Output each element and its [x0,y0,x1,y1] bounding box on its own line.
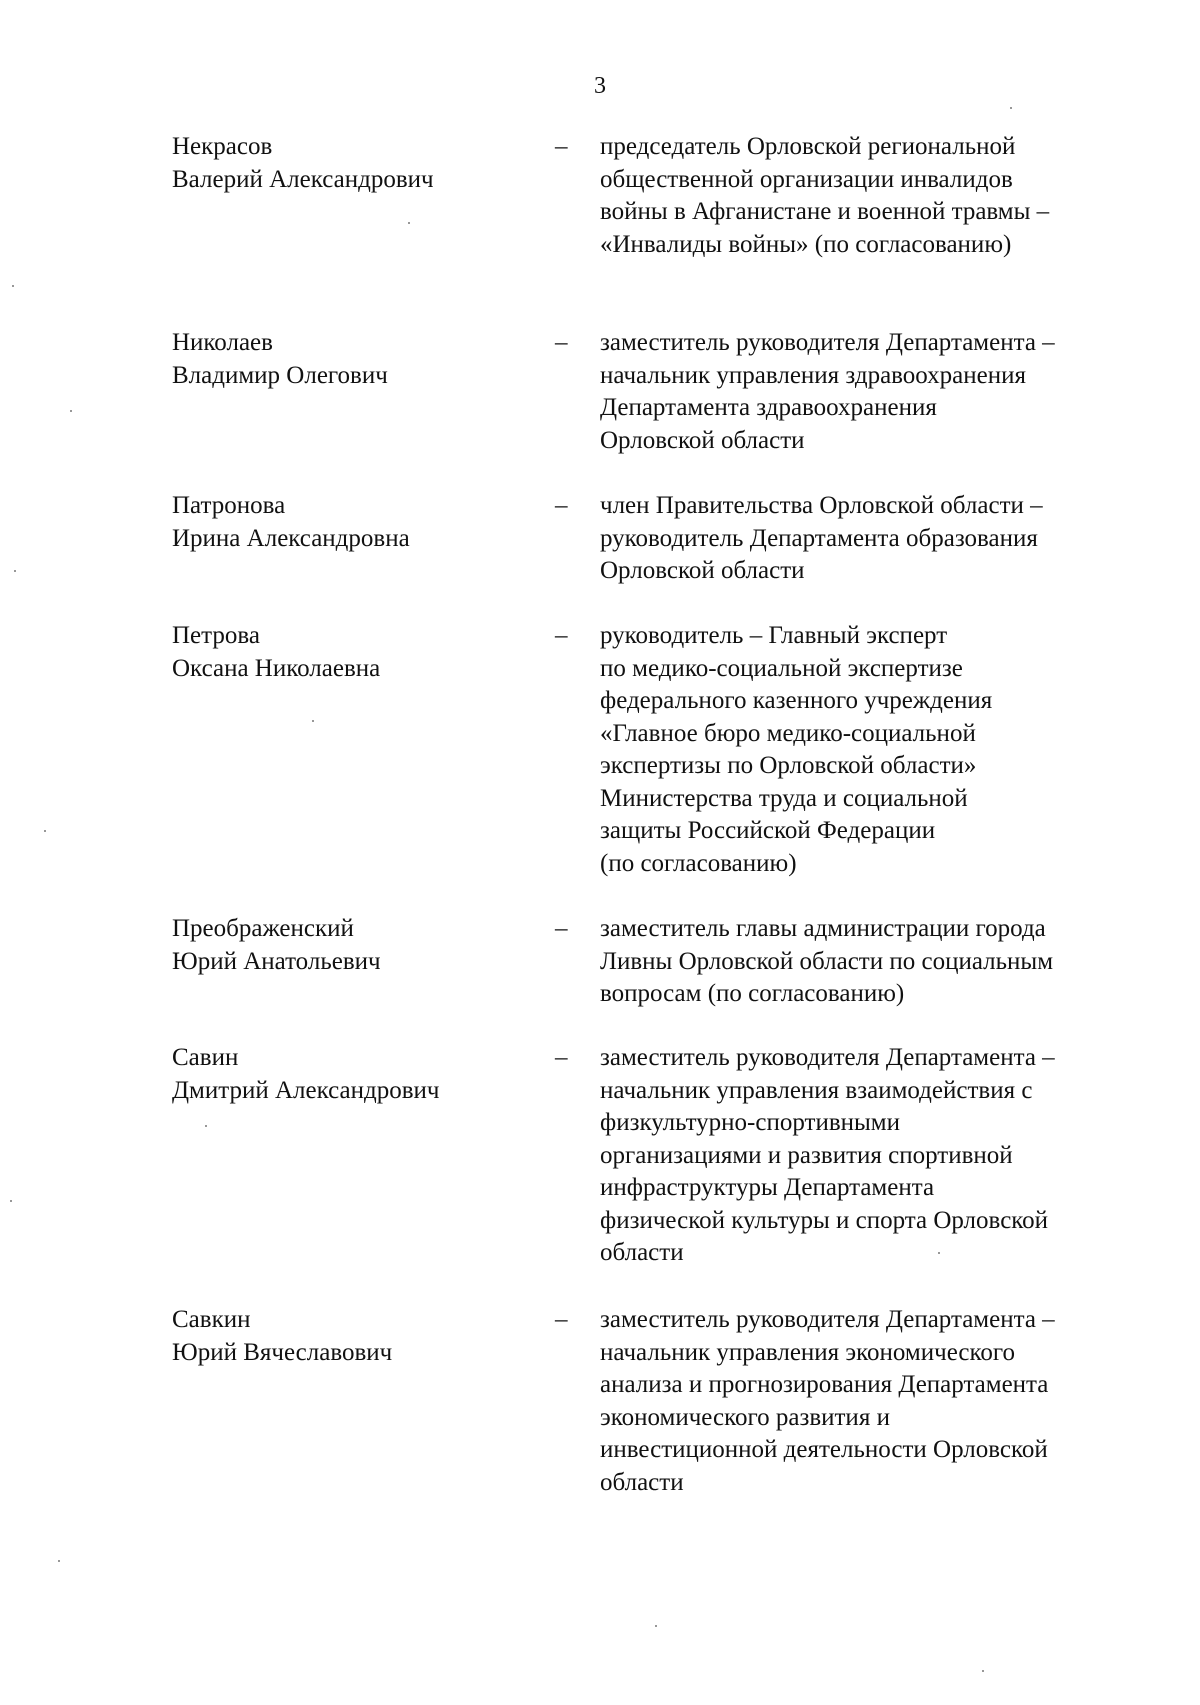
member-surname: Савкин [172,1306,251,1333]
member-name [172,913,532,978]
role-line: заместитель руководителя Департамента – [600,1044,1055,1071]
member-name [172,327,532,392]
role-line: области [600,1239,684,1266]
member-role [600,490,1160,588]
role-line: «Инвалиды войны» (по согласованию) [600,230,1012,258]
member-role [600,620,1160,880]
role-line: войны в Афганистане и военной травмы – [600,198,1050,225]
role-line: Орловской области [600,557,805,584]
separator-dash: – [555,133,568,160]
separator-dash: – [555,329,568,356]
role-line: экономического развития и [600,1403,890,1431]
separator-dash: – [555,492,568,519]
member-surname: Савин [172,1044,239,1071]
role-line: физической культуры и спорта Орловской [600,1206,1049,1234]
role-line: заместитель главы администрации города [600,915,1046,942]
member-name [172,620,532,685]
role-line: по медико-социальной экспертизе [600,654,963,682]
scan-speck [14,570,16,572]
role-line: инфраструктуры Департамента [600,1174,935,1201]
scan-speck [938,1252,940,1254]
scan-speck [312,720,314,722]
role-line: организациями и развития спортивной [600,1141,1013,1169]
role-line: заместитель руководителя Департамента – [600,1306,1055,1333]
scan-speck [205,1125,207,1127]
separator-dash: – [555,1044,568,1071]
role-line: Орловской области [600,426,805,454]
role-line: начальник управления взаимодействия с [600,1076,1033,1104]
member-given-names: Дмитрий Александрович [172,1076,440,1104]
member-role [600,327,1160,457]
role-line: Ливны Орловской области по социальным [600,947,1054,975]
scan-speck [70,410,72,412]
role-line: экспертизы по Орловской области» [600,752,977,779]
member-role [600,131,1160,261]
scan-speck [655,1625,657,1627]
role-line: защиты Российской Федерации [600,817,936,844]
role-line: Департамента здравоохранения [600,394,937,421]
member-surname: Николаев [172,329,273,356]
member-name [172,490,532,555]
separator-dash: – [555,915,568,942]
member-given-names: Владимир Олегович [172,361,388,389]
scan-speck [58,1560,60,1562]
member-given-names: Оксана Николаевна [172,654,381,682]
member-role [600,1304,1160,1499]
member-role [600,1042,1160,1270]
role-line: председатель Орловской региональной [600,133,1016,160]
member-surname: Преображенский [172,915,354,942]
role-line: вопросам (по согласованию) [600,980,905,1007]
role-line: инвестиционной деятельности Орловской [600,1436,1048,1463]
scan-speck [44,830,46,832]
member-name [172,1042,532,1107]
role-line: заместитель руководителя Департамента – [600,329,1055,356]
member-surname: Патронова [172,492,286,519]
role-line: физкультурно-спортивными [600,1109,900,1136]
member-given-names: Валерий Александрович [172,165,434,193]
role-line: начальник управления здравоохранения [600,361,1027,389]
scan-speck [982,1670,984,1672]
scan-speck [1010,107,1012,109]
member-surname: Некрасов [172,133,273,160]
member-given-names: Ирина Александровна [172,524,410,552]
role-line: (по согласованию) [600,849,797,877]
scan-speck [12,285,14,287]
role-line: «Главное бюро медико-социальной [600,719,976,747]
member-name [172,131,532,196]
role-line: общественной организации инвалидов [600,165,1013,193]
member-surname: Петрова [172,622,260,649]
role-line: руководитель – Главный эксперт [600,622,948,649]
separator-dash: – [555,1306,568,1333]
member-given-names: Юрий Анатольевич [172,947,381,975]
role-line: член Правительства Орловской области – [600,492,1043,519]
scan-speck [408,222,410,224]
role-line: руководитель Департамента образования [600,524,1038,552]
separator-dash: – [555,622,568,649]
member-role [600,913,1160,1011]
role-line: области [600,1468,684,1496]
page-number: 3 [594,73,606,99]
member-name [172,1304,532,1369]
member-given-names: Юрий Вячеславович [172,1338,393,1366]
role-line: начальник управления экономического [600,1338,1016,1366]
role-line: Министерства труда и социальной [600,784,968,812]
role-line: анализа и прогнозирования Департамента [600,1371,1049,1398]
scan-speck [10,1200,12,1202]
role-line: федерального казенного учреждения [600,687,993,714]
